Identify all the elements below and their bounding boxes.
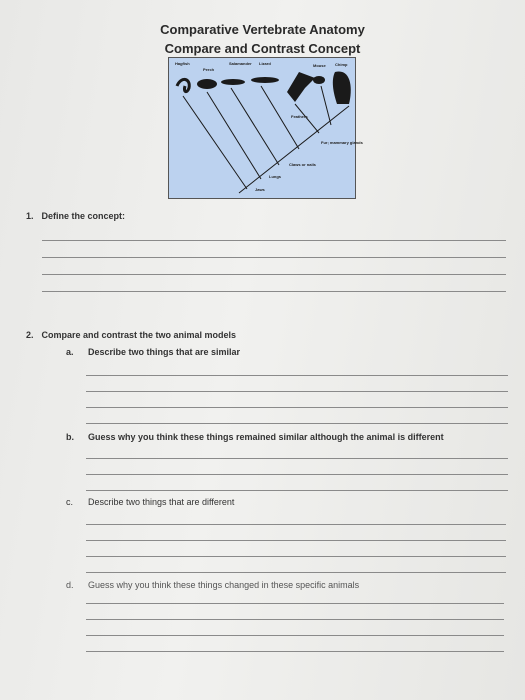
answer-line[interactable] bbox=[86, 474, 508, 475]
lizard-silhouette bbox=[251, 77, 279, 83]
page-subtitle: Compare and Contrast Concept bbox=[164, 41, 361, 56]
question-2 bbox=[26, 330, 236, 340]
hagfish-silhouette bbox=[177, 79, 189, 91]
question-2d-letter: d. bbox=[66, 580, 74, 590]
question-1-text: Define the concept: bbox=[41, 211, 126, 221]
answer-line[interactable] bbox=[86, 603, 504, 604]
trait-label-feathers: Feathers bbox=[291, 114, 308, 119]
answer-line[interactable] bbox=[86, 651, 504, 652]
chimp-silhouette bbox=[333, 71, 351, 104]
question-2a-text: Describe two things that are similar bbox=[88, 347, 241, 357]
question-2-text: Compare and contrast the two animal models bbox=[41, 330, 237, 340]
question-1 bbox=[26, 211, 125, 221]
taxon-label-mouse: Mouse bbox=[313, 63, 326, 68]
taxon-label-salamander: Salamander bbox=[229, 61, 252, 66]
question-1-number: 1. bbox=[26, 211, 34, 221]
trait-label-jaws: Jaws bbox=[255, 187, 265, 192]
question-2d bbox=[66, 580, 359, 590]
answer-line[interactable] bbox=[42, 291, 506, 292]
bird-silhouette bbox=[287, 72, 315, 102]
question-2b-letter: b. bbox=[66, 432, 74, 442]
answer-line[interactable] bbox=[42, 257, 506, 258]
question-2-number: 2. bbox=[26, 330, 34, 340]
trait-label-fur: Fur; mammary glands bbox=[321, 140, 363, 145]
question-2c-text: Describe two things that are different bbox=[88, 497, 235, 507]
question-2d-text: Guess why you think these things changed in these specific animals bbox=[88, 580, 360, 590]
answer-line[interactable] bbox=[86, 375, 508, 376]
answer-line[interactable] bbox=[86, 407, 508, 408]
answer-line[interactable] bbox=[86, 635, 504, 636]
answer-line[interactable] bbox=[86, 556, 506, 557]
answer-line[interactable] bbox=[86, 540, 506, 541]
question-2a-letter: a. bbox=[66, 347, 74, 357]
answer-line[interactable] bbox=[86, 458, 508, 459]
page-title: Comparative Vertebrate Anatomy bbox=[160, 22, 365, 37]
question-2c bbox=[66, 497, 234, 507]
cladogram-diagram bbox=[169, 58, 363, 198]
answer-line[interactable] bbox=[86, 391, 508, 392]
taxon-label-hagfish: Hagfish bbox=[175, 61, 190, 66]
answer-line[interactable] bbox=[86, 524, 506, 525]
answer-line[interactable] bbox=[86, 490, 508, 491]
taxon-label-perch: Perch bbox=[203, 67, 215, 72]
taxon-label-chimp: Chimp bbox=[335, 62, 348, 67]
salamander-silhouette bbox=[221, 79, 245, 85]
perch-silhouette bbox=[197, 79, 217, 89]
answer-line[interactable] bbox=[42, 274, 506, 275]
answer-line[interactable] bbox=[86, 619, 504, 620]
question-2c-letter: c. bbox=[66, 497, 74, 507]
cladogram-figure bbox=[168, 57, 363, 199]
question-2b-text: Guess why you think these things remained similar although the animal is different bbox=[88, 432, 444, 442]
trait-label-claws: Claws or nails bbox=[289, 162, 316, 167]
taxon-label-lizard: Lizard bbox=[259, 61, 271, 66]
answer-line[interactable] bbox=[86, 572, 506, 573]
answer-line[interactable] bbox=[86, 423, 508, 424]
mouse-silhouette bbox=[313, 76, 325, 84]
trait-label-lungs: Lungs bbox=[269, 174, 281, 179]
question-2b bbox=[66, 432, 444, 442]
answer-line[interactable] bbox=[42, 240, 506, 241]
question-2a bbox=[66, 347, 240, 357]
